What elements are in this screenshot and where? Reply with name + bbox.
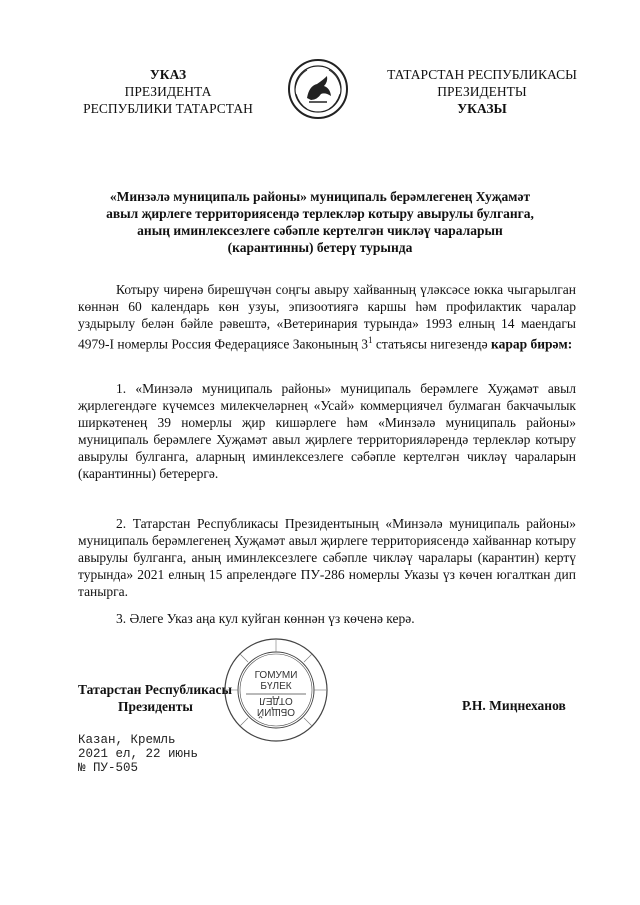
header-left-line3: РЕСПУБЛИКИ ТАТАРСТАН	[83, 101, 253, 116]
header-right-line1: ТАТАРСТАН РЕСПУБЛИКАСЫ	[387, 67, 577, 82]
header-right-line2: ПРЕЗИДЕНТЫ	[437, 84, 527, 99]
place-date-block	[78, 733, 198, 775]
item-paragraph-1	[78, 380, 576, 482]
title-line: (карантинны) бетерү турында	[227, 240, 413, 255]
stamp-line3: ОТДЕЛ	[259, 695, 293, 706]
place-line: Казан, Кремль	[78, 733, 176, 747]
document-title	[60, 188, 580, 256]
title-line: авыл җирлеге территориясендә терлекләр котыру авырулы булганга,	[106, 206, 534, 221]
preamble-text-after: статьясы нигезендә	[372, 336, 492, 352]
preamble-superscript: 1	[368, 335, 373, 345]
signature-position-line1: Татарстан Республикасы	[78, 682, 233, 697]
signature-position-line2: Президенты	[118, 699, 193, 714]
title-line: аның иминлексезлеге сәбәпле кертелгән чикләү чараларын	[137, 223, 503, 238]
stamp-line2: БҮЛЕК	[260, 681, 292, 692]
item-text: 3. Әлеге Указ аңа кул куйган көннән үз көченә керә.	[116, 611, 415, 626]
item-text: 2. Татарстан Республикасы Президентының «Минзәлә муниципаль районы» муниципаль берәмлегенең Хуҗамәт авыл җирлеге территориясендә хайваннар котыру авырулы булганга, аның иминлексезлеге сәбәпле чикләү чаралары (карантин) кертү турында» 2021 елның 15 апрелендәге ПУ-286 номерлы Указы үз көчен югалткан дип танырга.	[78, 516, 576, 599]
preamble-text: Котыру чиренә бирешүчән соңгы авыру хайванның үләксәсе юкка чыгарылган көннән 60 календарь көн узуы, эпизоотиягә каршы һәм профилактик чаралар уздырылу белән бәйле рәвештә, «Ветеринария турында» 1993 елның 14 маендагы 4979-I номерлы Россия Федерациясе Законының 3	[78, 282, 576, 352]
header-left-title: УКАЗ	[149, 67, 187, 82]
tatarstan-emblem-icon	[287, 58, 349, 120]
header-left	[58, 66, 278, 117]
title-line: «Минзәлә муниципаль районы» муниципаль берәмлегенең Хуҗамәт	[109, 189, 531, 204]
number-line: № ПУ-505	[78, 761, 139, 775]
signature-name: Р.Н. Миңнеханов	[462, 698, 566, 713]
header-right	[362, 66, 602, 117]
stamp-line4: ОБЩИЙ	[256, 706, 296, 717]
header-right-title: УКАЗЫ	[457, 101, 507, 116]
preamble-paragraph	[78, 281, 576, 353]
signature-position	[78, 681, 278, 715]
stamp-line1: ГОМУМИ	[254, 670, 298, 681]
preamble-decision: карар бирәм:	[491, 336, 573, 352]
header-left-line2: ПРЕЗИДЕНТА	[124, 84, 212, 99]
item-text: 1. «Минзәлә муниципаль районы» муниципаль берәмлеге Хуҗамәт авыл җирлегендәге күчемсез милекчеләрнең «Усай» коммерциячел булмаган бакчачылык ширкәтенең 39 номерлы җир кишәрлеге һәм «Минзәлә муниципаль районы» муниципаль берәмлеге Хуҗамәт авыл җирлеге территорияләрендә терлекләр котыру авырулы булганга, аларның иминлексезлеге сәбәпле кертелгән чикләү чараларын (карантинны) бетерергә.	[78, 381, 576, 481]
date-line: 2021 ел, 22 июнь	[78, 747, 199, 761]
item-paragraph-3	[78, 610, 576, 627]
item-paragraph-2	[78, 515, 576, 600]
